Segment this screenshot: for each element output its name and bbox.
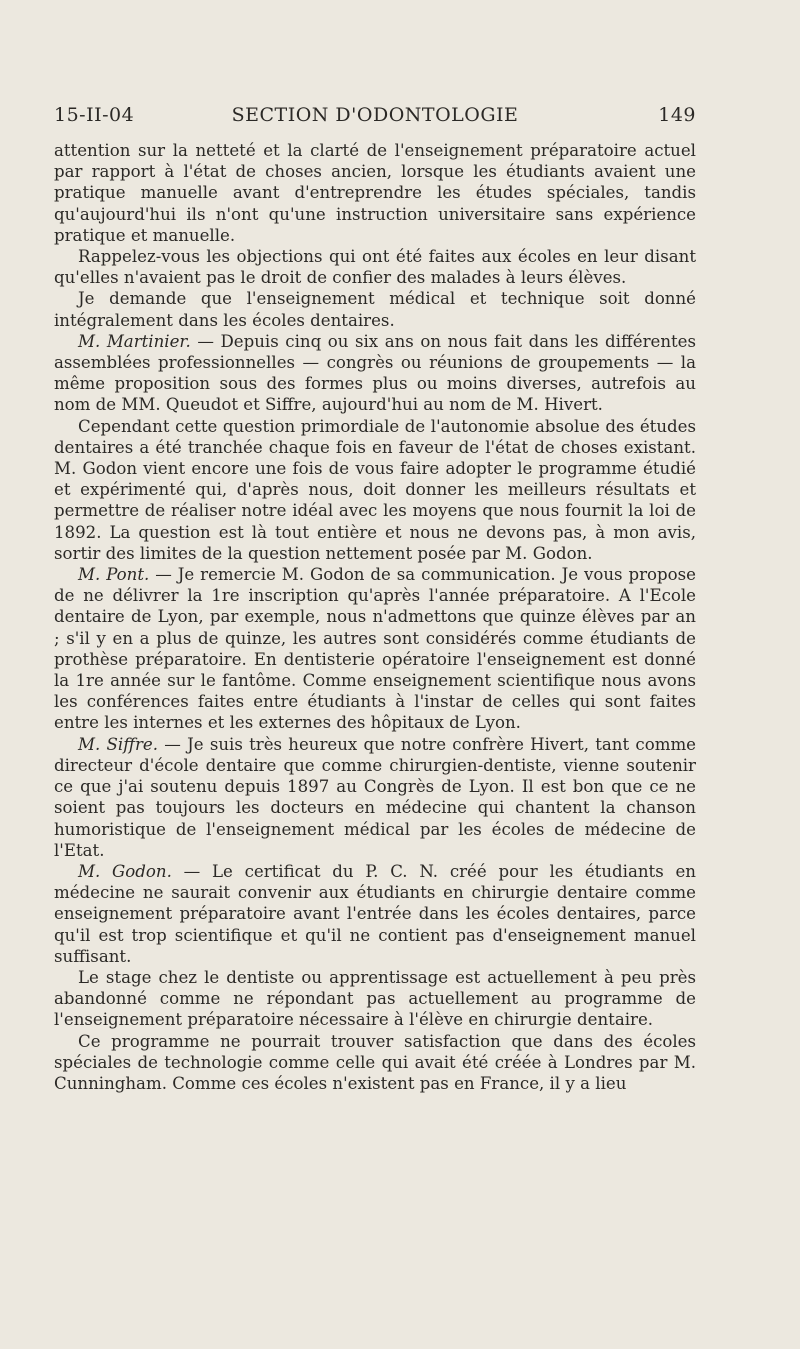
paragraph-text: — Je suis très heureux que notre confrère Hivert, tant comme directeur d'école dentaire que comme chirurgien-dentiste, vienne soutenir ce que j'ai soutenu depuis 1897 au Congrès de Lyon. Il est bon que ce ne soient pas toujours les docteurs en médecine qui chantent la chanson humoristique de l'enseignement médical par les écoles de médecine de l'Etat. [54, 734, 696, 860]
paragraph-text: Rappelez-vous les objections qui ont été faites aux écoles en leur disant qu'elles n'avaient pas le droit de confier des malades à leurs élèves. [54, 247, 696, 288]
paragraph [54, 967, 696, 1031]
page-body [54, 140, 696, 1094]
speaker-name: M. Godon. [78, 861, 172, 881]
paragraph-text: Je demande que l'enseignement médical et technique soit donné intégralement dans les écoles dentaires. [54, 289, 696, 330]
paragraph-text: Le stage chez le dentiste ou apprentissage est actuellement à peu près abandonné comme ne répondant pas actuellement au programme de l'enseignement préparatoire nécessaire à l'élève en chirurgie dentaire. [54, 967, 696, 1030]
running-header [54, 104, 696, 134]
paragraph [54, 416, 696, 564]
paragraph [54, 564, 696, 734]
speaker-name: M. Siffre. [78, 734, 158, 754]
speaker-name: M. Pont. [78, 565, 150, 585]
paragraph-text: — Le certificat du P. C. N. créé pour les étudiants en médecine ne saurait convenir aux étudiants en chirurgie dentaire comme enseignement préparatoire avant l'entrée dans les écoles dentaires, parce qu'il est trop scientifique et qu'il ne contient pas d'enseignement manuel suffisant. [54, 861, 696, 966]
paragraph [54, 246, 696, 288]
paragraph-text: — Depuis cinq ou six ans on nous fait dans les différentes assemblées professionnelles — congrès ou réunions de groupements — la même proposition sous des formes plus ou moins diverses, autrefois au nom de MM. Queudot et Siffre, aujourd'hui au nom de M. Hivert. [54, 331, 697, 415]
paragraph [54, 1031, 696, 1095]
paragraph [54, 288, 696, 330]
paragraph [54, 140, 696, 246]
page-number: 149 [658, 104, 696, 126]
paragraph-text: Ce programme ne pourrait trouver satisfaction que dans des écoles spéciales de technologie comme celle qui avait été créée à Londres par M. Cunningham. Comme ces écoles n'existent pas en France, il y a lieu [54, 1031, 696, 1093]
header-date: 15-II-04 [54, 104, 135, 126]
header-section-title: SECTION D'ODONTOLOGIE [231, 104, 519, 126]
paragraph-text: — Je remercie M. Godon de sa communication. Je vous propose de ne délivrer la 1re inscription qu'après l'année préparatoire. A l'Ecole dentaire de Lyon, par exemple, nous n'admettons que quinze élèves par an ; s'il y en a plus de quinze, les autres sont considérés comme étudiants de prothèse préparatoire. En dentisterie opératoire l'enseignement est donné la 1re année sur le fantôme. Comme enseignement scientifique nous avons les conférences faites entre étudiants à l'instar de celles qui sont faites entre les internes et les externes des hôpitaux de Lyon. [54, 565, 696, 733]
paragraph-text: attention sur la netteté et la clarté de l'enseignement préparatoire actuel par rapport à l'état de choses ancien, lorsque les étudiants avaient une pratique manuelle avant d'entreprendre les études spéciales, tandis qu'aujourd'hui ils n'ont qu'une instruction universitaire sans expérience pratique et manuelle. [54, 141, 696, 245]
speaker-name: M. Martinier. [78, 331, 191, 351]
paragraph [54, 861, 696, 967]
paragraph-text: Cependant cette question primordiale de l'autonomie absolue des études dentaires a été tranchée chaque fois en faveur de l'état de choses existant. M. Godon vient encore une fois de vous faire adopter le programme étudié et expérimenté qui, d'après nous, doit donner les meilleurs résultats et permettre de réaliser notre idéal avec les moyens que nous fournit la loi de 1892. La question est là tout entière et nous ne devons pas, à mon avis, sortir des limites de la question nettement posée par M. Godon. [54, 416, 696, 563]
paragraph [54, 331, 696, 416]
paragraph [54, 734, 696, 861]
